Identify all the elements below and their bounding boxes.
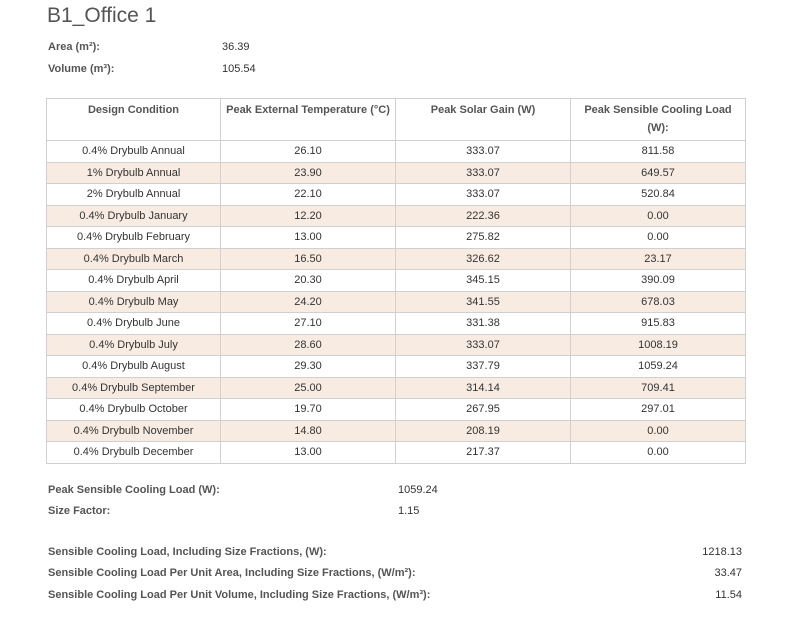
cell-design-condition: 0.4% Drybulb April xyxy=(47,270,221,292)
cell-peak-external-temperature: 28.60 xyxy=(221,334,396,356)
cell-peak-solar-gain: 345.15 xyxy=(396,270,571,292)
cell-design-condition: 0.4% Drybulb May xyxy=(47,291,221,313)
table-row xyxy=(47,399,746,421)
cell-peak-external-temperature: 20.30 xyxy=(221,270,396,292)
cell-peak-sensible-cooling-load: 709.41 xyxy=(571,377,746,399)
cell-peak-external-temperature: 26.10 xyxy=(221,141,396,163)
cell-peak-external-temperature: 27.10 xyxy=(221,313,396,335)
col-header-peak-sensible-cooling-load: Peak Sensible Cooling Load (W): xyxy=(571,99,746,141)
load-per-volume-value: 11.54 xyxy=(715,589,742,601)
cell-design-condition: 0.4% Drybulb November xyxy=(47,420,221,442)
volume-label: Volume (m³): xyxy=(48,63,115,75)
cell-peak-solar-gain: 326.62 xyxy=(396,248,571,270)
total-load-label: Sensible Cooling Load, Including Size Fractions, (W): xyxy=(48,546,327,558)
cell-peak-sensible-cooling-load: 297.01 xyxy=(571,399,746,421)
cell-peak-external-temperature: 29.30 xyxy=(221,356,396,378)
cell-design-condition: 0.4% Drybulb July xyxy=(47,334,221,356)
cell-peak-solar-gain: 314.14 xyxy=(396,377,571,399)
cell-design-condition: 1% Drybulb Annual xyxy=(47,162,221,184)
col-header-peak-solar-gain: Peak Solar Gain (W) xyxy=(396,99,571,141)
cell-design-condition: 2% Drybulb Annual xyxy=(47,184,221,206)
cell-peak-solar-gain: 333.07 xyxy=(396,184,571,206)
col-header-design-condition: Design Condition xyxy=(47,99,221,141)
cell-peak-sensible-cooling-load: 915.83 xyxy=(571,313,746,335)
cell-peak-external-temperature: 12.20 xyxy=(221,205,396,227)
cell-peak-solar-gain: 331.38 xyxy=(396,313,571,335)
size-factor-label: Size Factor: xyxy=(48,505,111,517)
cell-design-condition: 0.4% Drybulb June xyxy=(47,313,221,335)
cell-peak-external-temperature: 25.00 xyxy=(221,377,396,399)
room-title: B1_Office 1 xyxy=(47,4,157,27)
table-row xyxy=(47,442,746,464)
total-load-value: 1218.13 xyxy=(702,546,742,558)
peak-load-value: 1059.24 xyxy=(398,484,438,496)
load-per-area-label: Sensible Cooling Load Per Unit Area, Including Size Fractions, (W/m²): xyxy=(48,567,416,579)
cell-peak-sensible-cooling-load: 1059.24 xyxy=(571,356,746,378)
area-label: Area (m²): xyxy=(48,41,100,53)
table-row xyxy=(47,334,746,356)
cell-peak-solar-gain: 337.79 xyxy=(396,356,571,378)
load-per-area-value: 33.47 xyxy=(714,567,742,579)
cell-peak-sensible-cooling-load: 0.00 xyxy=(571,205,746,227)
cell-peak-sensible-cooling-load: 0.00 xyxy=(571,442,746,464)
cell-peak-external-temperature: 13.00 xyxy=(221,227,396,249)
cell-peak-solar-gain: 208.19 xyxy=(396,420,571,442)
table-row xyxy=(47,162,746,184)
table-row xyxy=(47,141,746,163)
cell-peak-solar-gain: 267.95 xyxy=(396,399,571,421)
cell-design-condition: 0.4% Drybulb August xyxy=(47,356,221,378)
peak-load-label: Peak Sensible Cooling Load (W): xyxy=(48,484,220,496)
cell-peak-solar-gain: 333.07 xyxy=(396,162,571,184)
cell-design-condition: 0.4% Drybulb March xyxy=(47,248,221,270)
table-row xyxy=(47,420,746,442)
cell-peak-solar-gain: 333.07 xyxy=(396,141,571,163)
cell-peak-sensible-cooling-load: 390.09 xyxy=(571,270,746,292)
table-row xyxy=(47,227,746,249)
size-factor-value: 1.15 xyxy=(398,505,420,517)
cell-peak-sensible-cooling-load: 811.58 xyxy=(571,141,746,163)
load-per-volume-label: Sensible Cooling Load Per Unit Volume, Including Size Fractions, (W/m³): xyxy=(48,589,431,601)
table-row xyxy=(47,356,746,378)
design-conditions-table xyxy=(46,98,746,464)
cell-peak-solar-gain: 275.82 xyxy=(396,227,571,249)
table-row xyxy=(47,205,746,227)
cell-peak-external-temperature: 19.70 xyxy=(221,399,396,421)
area-value: 36.39 xyxy=(222,41,250,53)
cell-peak-sensible-cooling-load: 0.00 xyxy=(571,420,746,442)
table-header-row xyxy=(47,99,746,141)
cell-design-condition: 0.4% Drybulb Annual xyxy=(47,141,221,163)
cell-peak-sensible-cooling-load: 649.57 xyxy=(571,162,746,184)
table-row xyxy=(47,313,746,335)
cell-peak-sensible-cooling-load: 520.84 xyxy=(571,184,746,206)
cell-design-condition: 0.4% Drybulb January xyxy=(47,205,221,227)
cell-peak-external-temperature: 22.10 xyxy=(221,184,396,206)
cell-peak-sensible-cooling-load: 1008.19 xyxy=(571,334,746,356)
cell-peak-external-temperature: 14.80 xyxy=(221,420,396,442)
cell-design-condition: 0.4% Drybulb February xyxy=(47,227,221,249)
table-body xyxy=(47,141,746,464)
cell-peak-external-temperature: 23.90 xyxy=(221,162,396,184)
table-row xyxy=(47,270,746,292)
cell-peak-solar-gain: 222.36 xyxy=(396,205,571,227)
cell-peak-external-temperature: 13.00 xyxy=(221,442,396,464)
cell-peak-solar-gain: 341.55 xyxy=(396,291,571,313)
cell-design-condition: 0.4% Drybulb September xyxy=(47,377,221,399)
cell-peak-external-temperature: 16.50 xyxy=(221,248,396,270)
cell-peak-sensible-cooling-load: 678.03 xyxy=(571,291,746,313)
table-row xyxy=(47,184,746,206)
cell-design-condition: 0.4% Drybulb October xyxy=(47,399,221,421)
cell-peak-solar-gain: 333.07 xyxy=(396,334,571,356)
cell-design-condition: 0.4% Drybulb December xyxy=(47,442,221,464)
cell-peak-solar-gain: 217.37 xyxy=(396,442,571,464)
col-header-peak-external-temperature: Peak External Temperature (°C) xyxy=(221,99,396,141)
table-row xyxy=(47,291,746,313)
volume-value: 105.54 xyxy=(222,63,256,75)
cell-peak-sensible-cooling-load: 23.17 xyxy=(571,248,746,270)
table-row xyxy=(47,377,746,399)
cell-peak-sensible-cooling-load: 0.00 xyxy=(571,227,746,249)
cell-peak-external-temperature: 24.20 xyxy=(221,291,396,313)
table-row xyxy=(47,248,746,270)
